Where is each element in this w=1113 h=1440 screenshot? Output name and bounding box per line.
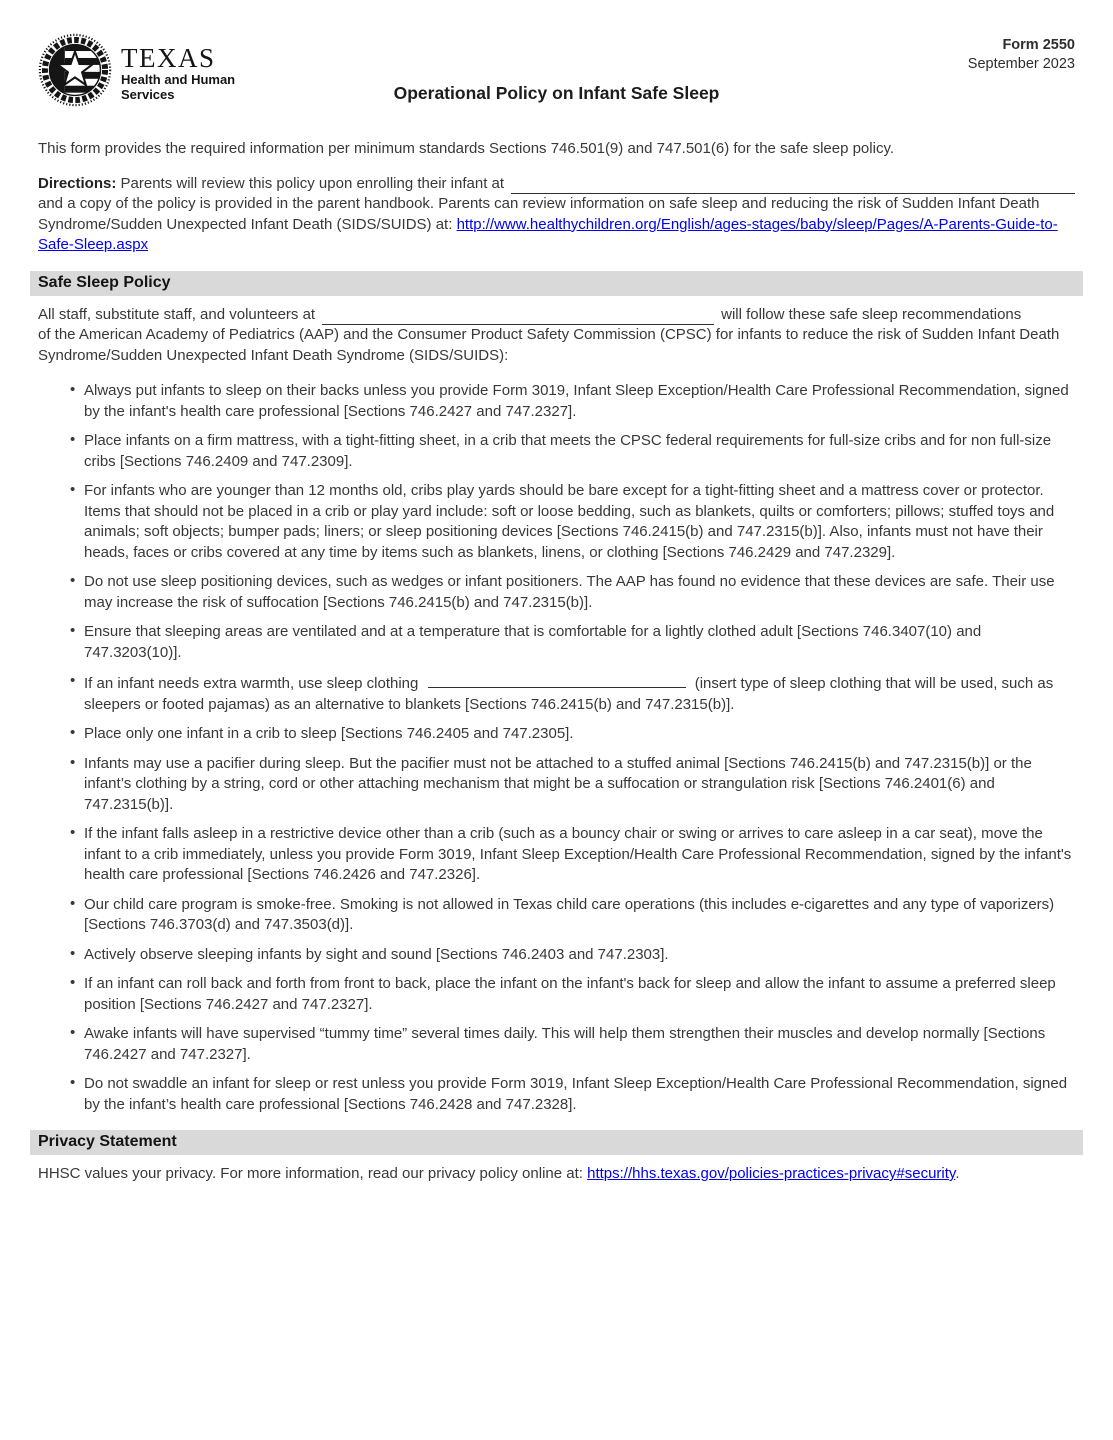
hhs-logo: [38, 33, 235, 114]
intro-paragraph: This form provides the required information per minimum standards Sections 746.501(9) and 747.501(6) for the safe sleep policy.: [38, 140, 894, 157]
safe-sleep-bullet: • If the infant falls asleep in a restrictive device other than a crib (such as a bouncy chair or swing or arrives to care asleep in a car seat), move the infant to a crib immediately, unless you provide Form 3019, Infant Sleep Exception/Health Care Professional Recommendation, signed by the infant's health care professional [Sections 746.2426 and 747.2326].: [70, 824, 1075, 886]
safe-sleep-bullet: • Place infants on a firm mattress, with a tight-fitting sheet, in a crib that meets the CPSC federal requirements for full-size cribs and for non full-size cribs [Sections 746.2409 and 747.2309].: [70, 431, 1075, 472]
page-header: [38, 33, 1075, 125]
form-meta: [968, 36, 1075, 74]
safe-sleep-bullet: • Our child care program is smoke-free. Smoking is not allowed in Texas child care operations (this includes e-cigarettes and any type of vaporizers) [Sections 746.3703(d) and 747.3503(d)].: [70, 895, 1075, 936]
safe-sleep-bullet: • If an infant needs extra warmth, use sleep clothing (insert type of sleep clothing that will be used, such as sleepers or footed pajamas) as an alternative to blankets [Sections 746.2415(b) and 747.2315(b)].: [70, 672, 1075, 715]
directions-paragraph: [38, 174, 1075, 256]
logo-org-name: TEXAS: [121, 42, 216, 73]
enrollment-location-blank-line[interactable]: [511, 177, 1075, 195]
safe-sleep-before-blank: All staff, substitute staff, and volunteers at: [38, 305, 316, 323]
privacy-after-link-text: .: [955, 1165, 960, 1182]
safe-sleep-bullet-list: [38, 381, 1075, 1115]
healthychildren-safe-sleep-link[interactable]: http://www.healthychildren.org/English/ages-stages/baby/sleep/Pages/A-Parents-Guide-to-Safe-Sleep.aspx: [38, 215, 1058, 253]
privacy-before-link-text: HHSC values your privacy. For more information, read our privacy policy online at:: [38, 1165, 588, 1182]
form-date: September 2023: [967, 55, 1075, 72]
operation-name-blank-line[interactable]: [322, 308, 714, 326]
safe-sleep-intro-paragraph: [38, 305, 1075, 367]
logo-subtitle-line1: Health and Human: [121, 72, 236, 88]
directions-continuation: [38, 194, 1075, 256]
privacy-paragraph: [38, 1164, 1075, 1185]
safe-sleep-bullet: • Awake infants will have supervised “tummy time” several times daily. This will help them strengthen their muscles and develop normally [Sections 746.2427 and 747.2327].: [70, 1024, 1075, 1065]
safe-sleep-bullet: • Actively observe sleeping infants by sight and sound [Sections 746.2403 and 747.2303].: [70, 945, 1075, 966]
sleep-clothing-type-blank-line[interactable]: [428, 672, 686, 688]
hhs-privacy-policy-link[interactable]: https://hhs.texas.gov/policies-practices-privacy#security: [587, 1165, 956, 1182]
hhs-logo-text: [121, 44, 235, 103]
safe-sleep-bullet: • Place only one infant in a crib to sleep [Sections 746.2405 and 747.2305].: [70, 724, 1075, 745]
safe-sleep-bullet: • For infants who are younger than 12 months old, cribs play yards should be bare except for a tight-fitting sheet and a mattress cover or protector. Items that should not be placed in a crib or play yard include: soft or loose bedding, such as blankets, quilts or comforters; pillows; stuffed toys and animals; soft objects; bumper pads; liners; or sleep positioning devices [Sections 746.2415(b) and 747.2315(b)]. Also, infants must not have their heads, faces or cribs covered at any time by items such as blankets, linens, or clothing [Sections 746.2429 and 747.2329].: [70, 481, 1075, 563]
directions-after-blank-text: and a copy of the policy is provided in the parent handbook. Parents can review information on safe sleep and reducing the risk of Sudden Infant Death Syndrome/Sudden Unexpected Infant Death (SIDS/SUIDS) at:: [38, 195, 1040, 233]
safe-sleep-bullet: • Infants may use a pacifier during sleep. But the pacifier must not be attached to a stuffed animal [Sections 746.2415(b) and 747.2315(b)] or the infant’s clothing by a string, cord or other attaching mechanism that might be a suffocation or strangulation risk [Sections 746.2401(6) and 747.2315(b)].: [70, 754, 1075, 816]
safe-sleep-policy-heading: Safe Sleep Policy: [30, 271, 1083, 296]
safe-sleep-bullet: • If an infant can roll back and forth from front to back, place the infant on the infant's back for sleep and allow the infant to assume a preferred sleep position [Sections 746.2427 and 747.2327].: [70, 974, 1075, 1015]
privacy-statement-heading: Privacy Statement: [30, 1130, 1083, 1155]
logo-subtitle-line2: Services: [121, 87, 175, 103]
directions-label: Directions:: [38, 174, 117, 192]
texas-hhs-seal-icon: [38, 33, 112, 114]
directions-lead: [38, 174, 504, 195]
directions-before-blank: Parents will review this policy upon enrolling their infant at: [120, 174, 505, 192]
safe-sleep-bullet: • Do not swaddle an infant for sleep or rest unless you provide Form 3019, Infant Sleep Exception/Health Care Professional Recommendation, signed by the infant’s health care professional [Sections 746.2428 and 747.2328].: [70, 1074, 1075, 1115]
safe-sleep-bullet: • Always put infants to sleep on their backs unless you provide Form 3019, Infant Sleep Exception/Health Care Professional Recommendation, signed by the infant's health care professional [Sections 746.2427 and 747.2327].: [70, 381, 1075, 422]
form-number: Form 2550: [1002, 37, 1075, 53]
page-title: Operational Policy on Infant Safe Sleep: [393, 83, 720, 103]
safe-sleep-bullet: • Do not use sleep positioning devices, such as wedges or infant positioners. The AAP has found no evidence that these devices are safe. Their use may increase the risk of suffocation [Sections 746.2415(b) and 747.2315(b)].: [70, 572, 1075, 613]
safe-sleep-line-end: will follow these safe sleep recommendations: [721, 305, 1022, 323]
safe-sleep-continuation: of the American Academy of Pediatrics (AAP) and the Consumer Product Safety Commission (CPSC) for infants to reduce the risk of Sudden Infant Death Syndrome/Sudden Unexpected Infant Death Syndrome (SIDS/SUIDS):: [38, 326, 1060, 364]
safe-sleep-bullet: • Ensure that sleeping areas are ventilated and at a temperature that is comfortable for a lightly clothed adult [Sections 746.3407(10) and 747.3203(10)].: [70, 622, 1075, 663]
